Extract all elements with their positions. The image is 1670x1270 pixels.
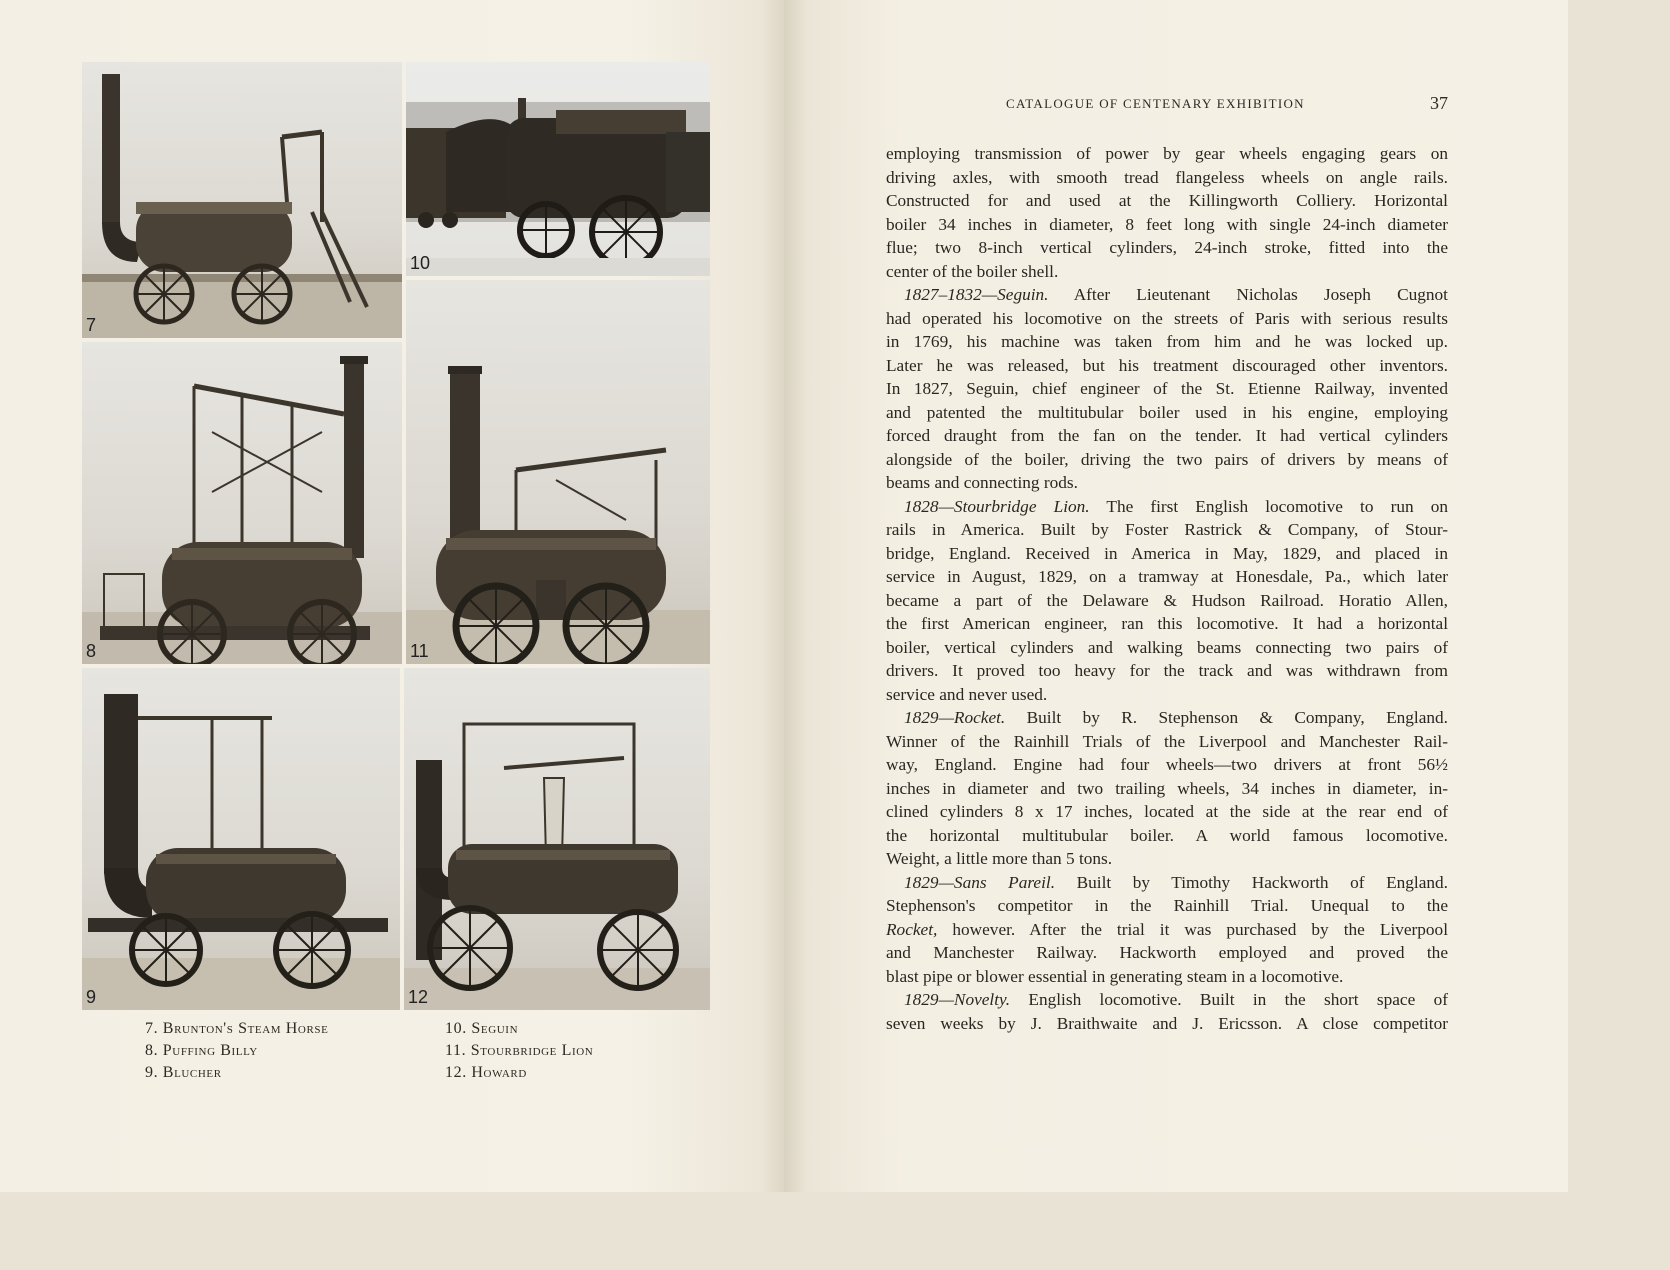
line-text: beams and connecting rods. <box>886 473 1078 492</box>
body-line <box>886 612 1448 636</box>
line-text: and patented the multitubular boiler used in his engine, employing <box>886 402 1448 422</box>
body-line <box>886 918 1448 942</box>
caption-11: 11. Stourbridge Lion <box>445 1042 594 1059</box>
body-line <box>886 424 1448 448</box>
caption-12: 12. Howard <box>445 1064 527 1081</box>
body-line <box>886 824 1448 848</box>
body-line <box>886 448 1448 472</box>
body-line <box>886 894 1448 918</box>
line-text: English locomotive. Built in the short space of <box>1010 990 1448 1009</box>
body-line <box>886 189 1448 213</box>
line-text: drivers. It proved too heavy for the track and was withdrawn from <box>886 661 1448 680</box>
body-line <box>886 565 1448 589</box>
body-line <box>886 965 1448 989</box>
line-text: After Lieutenant Nicholas Joseph Cugnot <box>1048 285 1448 304</box>
plate-12 <box>404 668 710 1010</box>
plate-11 <box>406 280 710 664</box>
body-line <box>886 589 1448 613</box>
body-line <box>886 730 1448 754</box>
line-text: Winner of the Rainhill Trials of the Liverpool and Manchester Rail- <box>886 731 1448 751</box>
caption-column-left <box>145 1018 445 1084</box>
line-text: Constructed for and used at the Killingworth Colliery. Horizontal <box>886 191 1448 210</box>
body-line <box>886 1012 1448 1036</box>
plate-grid <box>82 62 710 1010</box>
entry-heading: 1827–1832—Seguin. <box>904 285 1049 304</box>
line-text: however. After the trial it was purchased by the Liverpool <box>937 919 1448 939</box>
line-text: flue; two 8-inch vertical cylinders, 24-inch stroke, fitted into the <box>886 238 1448 257</box>
line-text: had operated his locomotive on the streets of Paris with serious results <box>886 308 1448 328</box>
body-line <box>886 260 1448 284</box>
plate-8-illustration <box>82 342 402 664</box>
line-text: Later he was released, but his treatment discouraged other inventors. <box>886 355 1448 375</box>
entry-heading: 1828—Stourbridge Lion. <box>904 496 1090 516</box>
plate-9 <box>82 668 400 1010</box>
body-line <box>886 142 1448 166</box>
line-text: service in August, 1829, on a tramway at Honesdale, Pa., which later <box>886 567 1448 586</box>
line-text: boiler 34 inches in diameter, 8 feet long with single 24-inch diameter <box>886 214 1448 234</box>
body-line <box>886 307 1448 331</box>
line-text: boiler, vertical cylinders and walking beams connecting two pairs of <box>886 637 1448 657</box>
line-text: alongside of the boiler, driving the two pairs of drivers by means of <box>886 449 1448 469</box>
line-text: Stephenson's competitor in the Rainhill Trial. Unequal to the <box>886 896 1448 915</box>
line-text: bridge, England. Received in America in May, 1829, and placed in <box>886 543 1448 563</box>
line-text: inches in diameter and two trailing wheels, 34 inches in diameter, in- <box>886 778 1448 798</box>
body-line <box>886 495 1448 519</box>
left-page <box>0 0 784 1192</box>
plate-9-illustration <box>82 668 400 1010</box>
line-text: In 1827, Seguin, chief engineer of the St. Etienne Railway, invented <box>886 379 1448 398</box>
body-line <box>886 377 1448 401</box>
plate-7 <box>82 62 402 338</box>
body-line <box>886 847 1448 871</box>
line-text: The first English locomotive to run on <box>1089 496 1448 516</box>
line-text: seven weeks by J. Braithwaite and J. Ericsson. A close competitor <box>886 1013 1448 1033</box>
body-line <box>886 518 1448 542</box>
plate-7-number: 7 <box>86 315 97 335</box>
body-line <box>886 213 1448 237</box>
line-text: the first American engineer, ran this locomotive. It had a horizontal <box>886 614 1448 633</box>
line-text: center of the boiler shell. <box>886 261 1059 281</box>
plate-captions <box>145 1018 705 1084</box>
body-line <box>886 800 1448 824</box>
body-line <box>886 777 1448 801</box>
line-text: in 1769, his machine was taken from him and he was locked up. <box>886 332 1448 351</box>
plate-9-number: 9 <box>86 987 97 1007</box>
body-line <box>886 683 1448 707</box>
plate-8 <box>82 342 402 664</box>
body-line <box>886 542 1448 566</box>
line-text: service and never used. <box>886 684 1048 704</box>
caption-9: 9. Blucher <box>145 1064 222 1081</box>
plate-8-number: 8 <box>86 641 97 661</box>
entry-heading: Rocket, <box>886 919 938 939</box>
plate-10 <box>406 62 710 276</box>
line-text: blast pipe or blower essential in generating steam in a locomotive. <box>886 966 1344 986</box>
plate-10-illustration <box>406 62 710 276</box>
plate-11-number: 11 <box>410 641 429 661</box>
line-text: clined cylinders 8 x 17 inches, located at the side at the rear end of <box>886 802 1448 821</box>
plate-7-illustration <box>82 62 402 338</box>
running-head: CATALOGUE OF CENTENARY EXHIBITION <box>1006 96 1305 111</box>
body-line <box>886 988 1448 1012</box>
body-line <box>886 659 1448 683</box>
page-number: 37 <box>1430 93 1448 113</box>
body-line <box>886 236 1448 260</box>
body-line <box>886 753 1448 777</box>
line-text: became a part of the Delaware & Hudson Railroad. Horatio Allen, <box>886 590 1448 610</box>
body-line <box>886 330 1448 354</box>
caption-7: 7. Brunton's Steam Horse <box>145 1020 329 1037</box>
line-text: driving axles, with smooth tread flangeless wheels on angle rails. <box>886 167 1448 187</box>
body-line <box>886 401 1448 425</box>
body-line <box>886 706 1448 730</box>
body-line <box>886 166 1448 190</box>
line-text: the horizontal multitubular boiler. A world famous locomotive. <box>886 825 1448 845</box>
line-text: Built by Timothy Hackworth of England. <box>1055 872 1448 892</box>
body-line <box>886 636 1448 660</box>
body-line <box>886 941 1448 965</box>
entry-heading: 1829—Sans Pareil. <box>904 872 1056 892</box>
body-line <box>886 354 1448 378</box>
plate-10-number: 10 <box>410 253 431 273</box>
line-text: and Manchester Railway. Hackworth employed and proved the <box>886 943 1448 962</box>
body-line <box>886 283 1448 307</box>
line-text: rails in America. Built by Foster Rastrick & Company, of Stour- <box>886 520 1448 539</box>
body-text <box>886 142 1448 1035</box>
line-text: Built by R. Stephenson & Company, England. <box>1005 708 1448 727</box>
line-text: forced draught from the fan on the tender. It had vertical cylinders <box>886 426 1448 445</box>
line-text: employing transmission of power by gear wheels engaging gears on <box>886 144 1448 163</box>
line-text: Weight, a little more than 5 tons. <box>886 849 1113 868</box>
plate-12-number: 12 <box>408 987 429 1007</box>
line-text: way, England. Engine had four wheels—two drivers at front 56½ <box>886 755 1448 774</box>
body-line <box>886 871 1448 895</box>
body-line <box>886 471 1448 495</box>
entry-heading: 1829—Novelty. <box>904 990 1011 1009</box>
caption-column-right <box>445 1018 593 1084</box>
entry-heading: 1829—Rocket. <box>904 708 1006 727</box>
plate-11-illustration <box>406 280 710 664</box>
caption-10: 10. Seguin <box>445 1020 519 1037</box>
caption-8: 8. Puffing Billy <box>145 1042 258 1059</box>
plate-12-illustration <box>404 668 710 1010</box>
